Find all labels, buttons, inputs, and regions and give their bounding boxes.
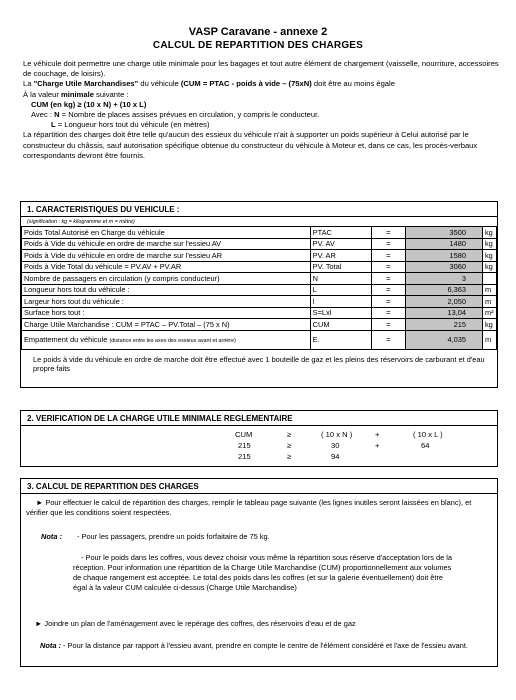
characteristic-symbol: PV. Total — [310, 261, 371, 273]
characteristic-value: 6,363 — [405, 284, 482, 296]
characteristic-equals: = — [372, 330, 406, 349]
verif-cell: 64 — [421, 441, 430, 450]
characteristic-label: Longueur hors tout du véhicule : — [22, 284, 311, 296]
characteristic-label: Nombre de passagers en circulation (y compris conducteur) — [22, 273, 311, 285]
characteristic-equals: = — [372, 319, 406, 331]
units-signification: (signification : kg = kilogramme et m = mètre) — [27, 219, 135, 225]
characteristic-symbol: CUM — [310, 319, 371, 331]
characteristic-label-detail: (distance entre les axes des essieux avant et arrière) — [109, 338, 236, 344]
verif-cell: ( 10 x N ) — [321, 430, 353, 439]
characteristic-row — [22, 307, 497, 319]
intro-paragraph-3: À la valeur minimale suivante : — [23, 89, 129, 99]
characteristic-value: 13,04 — [405, 307, 482, 319]
verif-cell: + — [375, 430, 380, 439]
characteristic-label: Surface hors tout : — [22, 307, 311, 319]
weighing-note: Le poids à vide du véhicule en ordre de marche doit être effectué avec 1 bouteille de gaz et les pleins des réservoirs de carburant et d'eau propre faits — [33, 354, 485, 373]
characteristic-value: 2,050 — [405, 296, 482, 308]
load-distribution-section — [20, 478, 498, 667]
verif-cell: 30 — [331, 441, 340, 450]
characteristic-value: 1580 — [405, 250, 482, 262]
characteristic-unit: kg — [482, 319, 496, 331]
characteristic-label: Poids à Vide du véhicule en ordre de marche sur l'essieu AV — [22, 238, 311, 250]
characteristic-equals: = — [372, 250, 406, 262]
characteristic-equals: = — [372, 296, 406, 308]
characteristic-unit: m — [482, 330, 496, 349]
verif-cell: ≥ — [287, 441, 292, 450]
verif-cell: ( 10 x L ) — [413, 430, 443, 439]
characteristic-value: 215 — [405, 319, 482, 331]
characteristic-equals: = — [372, 261, 406, 273]
characteristic-label: Poids à Vide du véhicule en ordre de marche sur l'essieu AR — [22, 250, 311, 262]
intro-paragraph-1: Le véhicule doit permettre une charge utile minimale pour les bagages et tout autre élément de chargement (vaisselle, nourriture, accessoires de couchage, de loisirs). — [23, 59, 499, 79]
characteristic-unit: kg — [482, 238, 496, 250]
characteristic-equals: = — [372, 273, 406, 285]
verification-section — [20, 410, 498, 467]
characteristic-unit — [482, 273, 496, 285]
section-2-title: 2. VERIFICATION DE LA CHARGE UTILE MINIMALE REGLEMENTAIRE — [21, 411, 497, 426]
characteristics-table — [21, 226, 497, 350]
characteristic-row — [22, 238, 497, 250]
arrow-right-icon: ► — [36, 498, 44, 507]
characteristic-row — [22, 227, 497, 239]
characteristic-unit: kg — [482, 261, 496, 273]
definition-n: Avec : N = Nombre de places assises prévues en circulation, y compris le conducteur. — [31, 110, 320, 120]
nota-label: Nota : — [41, 532, 62, 541]
characteristic-symbol: PV. AR — [310, 250, 371, 262]
characteristic-row — [22, 319, 497, 331]
characteristic-equals: = — [372, 227, 406, 239]
characteristic-row — [22, 330, 497, 349]
verif-cell: CUM — [235, 430, 253, 439]
characteristic-label: Empattement du véhicule (distance entre les axes des essieux avant et arrière) — [22, 330, 311, 349]
characteristic-value: 3060 — [405, 261, 482, 273]
vehicle-characteristics-section — [20, 201, 498, 388]
arrow-right-icon: ► — [35, 619, 43, 628]
characteristic-unit: kg — [482, 227, 496, 239]
characteristic-label: Poids Total Autorisé en Charge du véhicule — [22, 227, 311, 239]
characteristic-symbol: S=Lxl — [310, 307, 371, 319]
verif-cell: ≥ — [287, 430, 292, 439]
characteristic-symbol: L — [310, 284, 371, 296]
characteristic-value: 1480 — [405, 238, 482, 250]
passenger-weight-note: - Pour les passagers, prendre un poids forfaitaire de 75 kg. — [77, 532, 270, 541]
characteristic-label: Largeur hors tout du véhicule : — [22, 296, 311, 308]
verif-cell: 94 — [331, 452, 340, 461]
instructions-paragraph: ► Pour effectuer le calcul de répartition des charges, remplir le tableau page suivante (les lignes inutiles seront laissées en blanc), et vérifier que les conditions soient respectées. — [26, 498, 472, 517]
axle-distance-note: Nota : - Pour la distance par rapport à l'essieu avant, prendre en compte le centre de l'élément considéré et l'axe de l'essieu avant. — [40, 641, 468, 650]
characteristic-unit: m — [482, 284, 496, 296]
characteristic-equals: = — [372, 307, 406, 319]
plan-instruction: ► Joindre un plan de l'aménagement avec le repérage des coffres, des réservoirs d'eau et de gaz — [35, 619, 356, 628]
intro-paragraph-2: La "Charge Utile Marchandises" du véhicule (CUM = PTAC - poids à vide – (75xN) doit être au moins égale — [23, 79, 395, 89]
cum-formula: CUM (en kg) ≥ (10 x N) + (10 x L) — [31, 99, 147, 109]
storage-weight-note: - Pour le poids dans les coffres, vous devez choisir vous même la répartition sous réserve d'acceptation lors de la réception. Pour information une répartition de la Charge Utile Marchandise (CUM) proportionnellement aux volumes de chaque rangement est acceptée. Le total des poids dans les coffres (et sur la galerie éventuellement) doit être égal à la valeur CUM calculée ci-dessus (Charge Utile Marchandise) — [73, 553, 452, 592]
characteristic-symbol: E. — [310, 330, 371, 349]
characteristic-symbol: PV. AV — [310, 238, 371, 250]
characteristic-value: 4,035 — [405, 330, 482, 349]
characteristic-label: Poids à Vide Total du véhicule = PV.AV + PV.AR — [22, 261, 311, 273]
intro-paragraph-4: La répartition des charges doit être telle qu'aucun des essieux du véhicule n'ait à supporter un poids supérieur à Celui autorisé par le constructeur du châssis, sauf autorisation spécifique obtenue du constructeur du véhicule à Moteur et, dans ce cas, les procès-verbaux correspondants devront être fournis. — [23, 130, 478, 160]
characteristic-symbol: N — [310, 273, 371, 285]
characteristic-row — [22, 273, 497, 285]
characteristic-equals: = — [372, 238, 406, 250]
verif-cell: 215 — [238, 441, 251, 450]
characteristic-symbol: PTAC — [310, 227, 371, 239]
characteristic-row — [22, 284, 497, 296]
document-title: VASP Caravane - annexe 2 — [188, 26, 328, 38]
characteristic-row — [22, 296, 497, 308]
verif-cell: + — [375, 441, 380, 450]
characteristic-row — [22, 261, 497, 273]
verif-cell: 215 — [238, 452, 251, 461]
section-3-title: 3. CALCUL DE REPARTITION DES CHARGES — [21, 479, 497, 494]
characteristic-label: Charge Utile Marchandise : CUM = PTAC – PV.Total – (75 x N) — [22, 319, 311, 331]
characteristic-unit: kg — [482, 250, 496, 262]
document-subtitle: CALCUL DE REPARTITION DES CHARGES — [152, 40, 364, 51]
verif-cell: ≥ — [287, 452, 292, 461]
characteristic-unit: m — [482, 296, 496, 308]
characteristic-row — [22, 250, 497, 262]
characteristic-value: 3500 — [405, 227, 482, 239]
characteristic-symbol: l — [310, 296, 371, 308]
characteristic-equals: = — [372, 284, 406, 296]
characteristic-unit: m² — [482, 307, 496, 319]
characteristic-value: 3 — [405, 273, 482, 285]
section-1-title: 1. CARACTERISTIQUES DU VEHICULE : — [21, 202, 497, 217]
definition-l: L = Longueur hors tout du véhicule (en mètres) — [51, 120, 210, 130]
intro-text — [23, 59, 499, 161]
